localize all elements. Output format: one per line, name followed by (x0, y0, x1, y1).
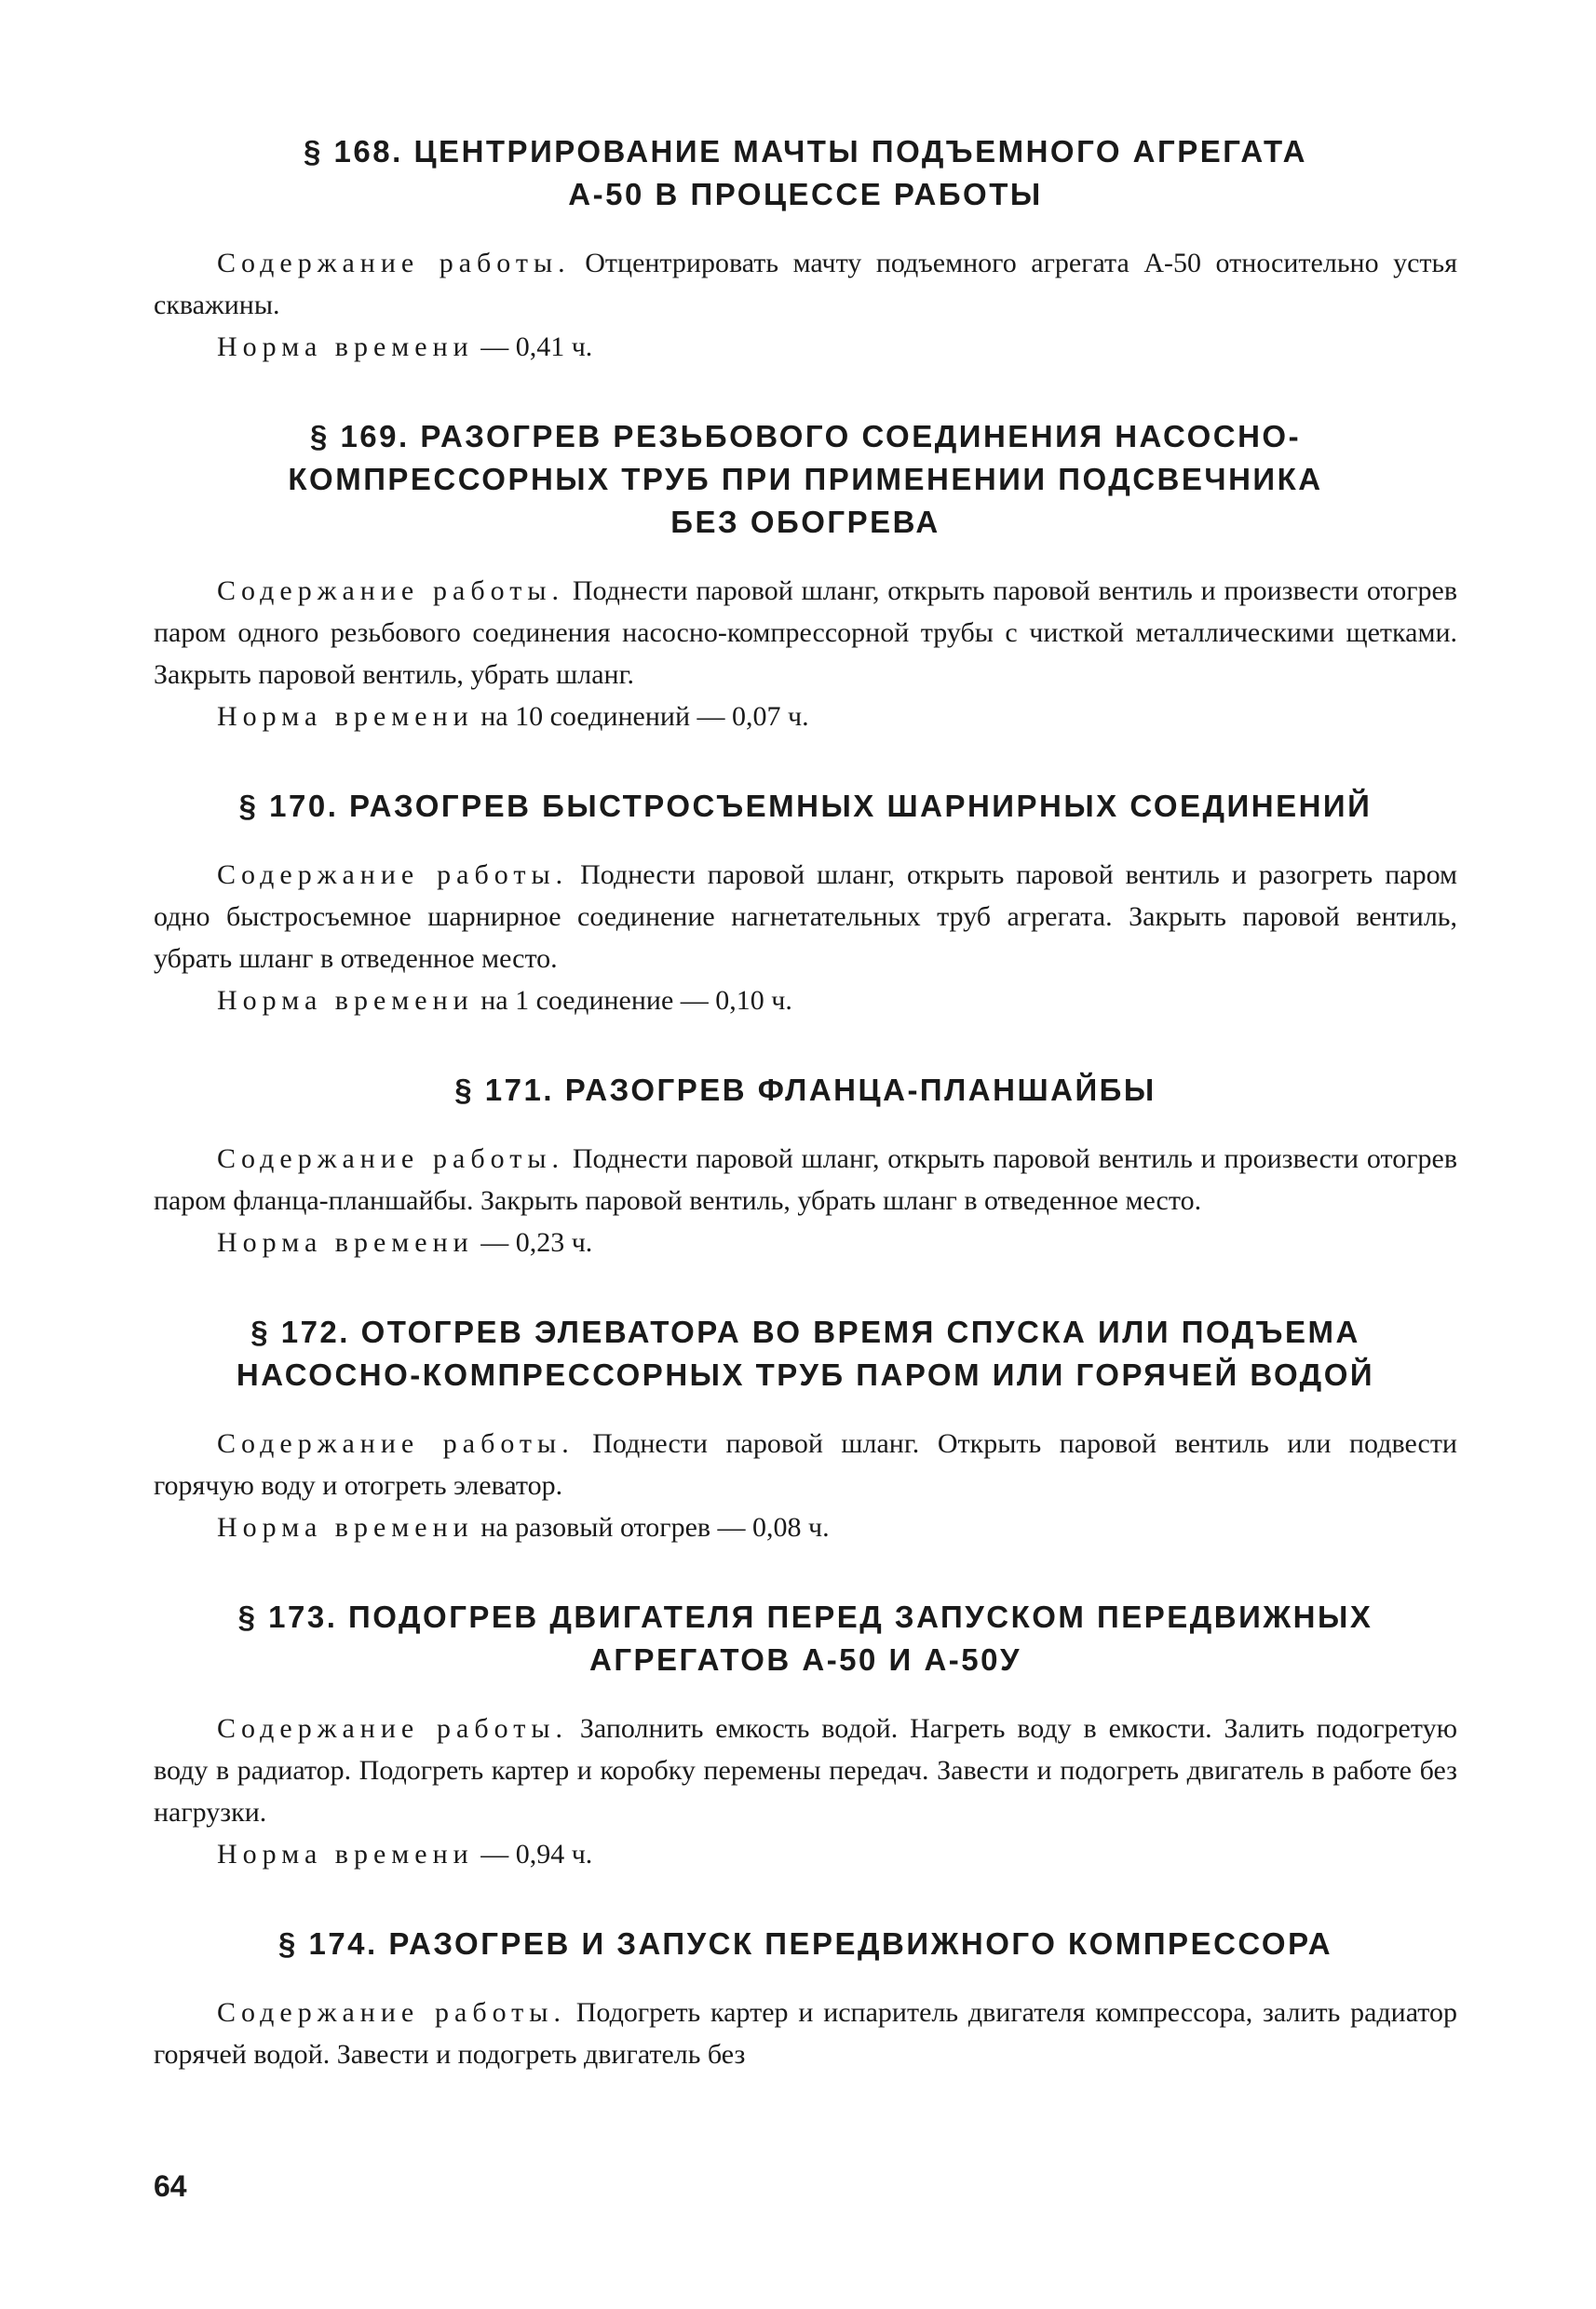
section-heading (154, 130, 1457, 216)
work-content (154, 242, 1457, 326)
content-label: Содержание работы. (217, 1997, 566, 2028)
section-168 (154, 130, 1457, 369)
norm-value: — 0,41 ч. (480, 331, 593, 362)
work-content (154, 1423, 1457, 1506)
heading-line: § 174. РАЗОГРЕВ И ЗАПУСК ПЕРЕДВИЖНОГО КОМПРЕССОРА (277, 1926, 1333, 1961)
content-label: Содержание работы. (217, 859, 569, 890)
content-label: Содержание работы. (217, 575, 564, 606)
section-173 (154, 1596, 1457, 1876)
time-norm (154, 1506, 1457, 1549)
norm-label: Норма времени (217, 1512, 474, 1543)
time-norm (154, 1222, 1457, 1264)
norm-value: на 1 соединение — 0,10 ч. (480, 985, 792, 1016)
norm-value: — 0,23 ч. (480, 1227, 593, 1258)
heading-line: АГРЕГАТОВ А-50 И А-50У (588, 1642, 1022, 1677)
heading-line: § 172. ОТОГРЕВ ЭЛЕВАТОРА ВО ВРЕМЯ СПУСКА ИЛИ ПОДЪЕМА (250, 1315, 1360, 1349)
time-norm (154, 695, 1457, 738)
heading-line: А-50 В ПРОЦЕССЕ РАБОТЫ (568, 177, 1043, 211)
work-content (154, 1138, 1457, 1222)
norm-label: Норма времени (217, 985, 474, 1016)
time-norm (154, 326, 1457, 369)
content-text: Поднести паровой шланг, открыть паровой вентиль и произвести отогрев паром фланца-планшайбы. Закрыть паровой вентиль, убрать шланг в отведенное место. (154, 1143, 1457, 1216)
heading-line: НАСОСНО-КОМПРЕССОРНЫХ ТРУБ ПАРОМ ИЛИ ГОРЯЧЕЙ ВОДОЙ (236, 1357, 1375, 1392)
section-heading (154, 1923, 1457, 1965)
section-172 (154, 1311, 1457, 1549)
heading-line: БЕЗ ОБОГРЕВА (670, 505, 940, 539)
norm-label: Норма времени (217, 331, 474, 362)
heading-line: КОМПРЕССОРНЫХ ТРУБ ПРИ ПРИМЕНЕНИИ ПОДСВЕЧНИКА (288, 462, 1323, 496)
content-text: Отцентрировать мачту подъемного агрегата А-50 относительно устья скважины. (154, 248, 1458, 320)
norm-value: на 10 соединений — 0,07 ч. (480, 701, 809, 732)
norm-label: Норма времени (217, 1839, 474, 1870)
norm-label: Норма времени (217, 701, 474, 732)
section-174 (154, 1923, 1457, 2075)
work-content (154, 570, 1457, 695)
section-171 (154, 1069, 1457, 1264)
content-label: Содержание работы. (217, 248, 571, 278)
heading-line: § 169. РАЗОГРЕВ РЕЗЬБОВОГО СОЕДИНЕНИЯ НАСОСНО- (309, 419, 1302, 453)
content-text: Заполнить емкость водой. Нагреть воду в емкости. Залить подогретую воду в радиатор. Подогреть картер и коробку перемены передач. Завести и подогреть двигатель в работе без нагрузки. (154, 1713, 1458, 1828)
work-content (154, 854, 1457, 979)
section-heading (154, 415, 1457, 544)
page-number: 64 (154, 2169, 187, 2203)
heading-line: § 171. РАЗОГРЕВ ФЛАНЦА-ПЛАНШАЙБЫ (454, 1073, 1156, 1107)
content-text: Поднести паровой шланг, открыть паровой вентиль и произвести отогрев паром одного резьбового соединения насосно-компрессорной трубы с чисткой металлическими щетками. Закрыть паровой вентиль, убрать шланг. (154, 575, 1457, 690)
time-norm (154, 1833, 1457, 1876)
section-heading (154, 1596, 1457, 1681)
work-content (154, 1708, 1457, 1833)
section-169 (154, 415, 1457, 738)
norm-value: — 0,94 ч. (480, 1839, 593, 1870)
heading-line: § 170. РАЗОГРЕВ БЫСТРОСЪЕМНЫХ ШАРНИРНЫХ СОЕДИНЕНИЙ (238, 789, 1373, 823)
section-heading (154, 1311, 1457, 1397)
section-heading (154, 785, 1457, 828)
time-norm (154, 979, 1457, 1022)
heading-line: § 168. ЦЕНТРИРОВАНИЕ МАЧТЫ ПОДЪЕМНОГО АГРЕГАТА (304, 134, 1307, 169)
norm-label: Норма времени (217, 1227, 474, 1258)
page-body (154, 130, 1457, 2122)
content-text: Поднести паровой шланг. Открыть паровой вентиль или подвести горячую воду и отогреть элеватор. (154, 1428, 1457, 1501)
heading-line: § 173. ПОДОГРЕВ ДВИГАТЕЛЯ ПЕРЕД ЗАПУСКОМ ПЕРЕДВИЖНЫХ (237, 1600, 1373, 1634)
section-170 (154, 785, 1457, 1022)
content-label: Содержание работы. (217, 1143, 564, 1174)
content-text: Поднести паровой шланг, открыть паровой вентиль и разогреть паром одно быстросъемное шарнирное соединение нагнетательных труб агрегата. Закрыть паровой вентиль, убрать шланг в отведенное место. (154, 859, 1458, 974)
norm-value: на разовый отогрев — 0,08 ч. (480, 1512, 830, 1543)
section-heading (154, 1069, 1457, 1112)
content-label: Содержание работы. (217, 1713, 569, 1744)
content-text: Подогреть картер и испаритель двигателя компрессора, залить радиатор горячей водой. Завести и подогреть двигатель без (154, 1997, 1457, 2070)
content-label: Содержание работы. (217, 1428, 575, 1459)
work-content (154, 1992, 1457, 2075)
